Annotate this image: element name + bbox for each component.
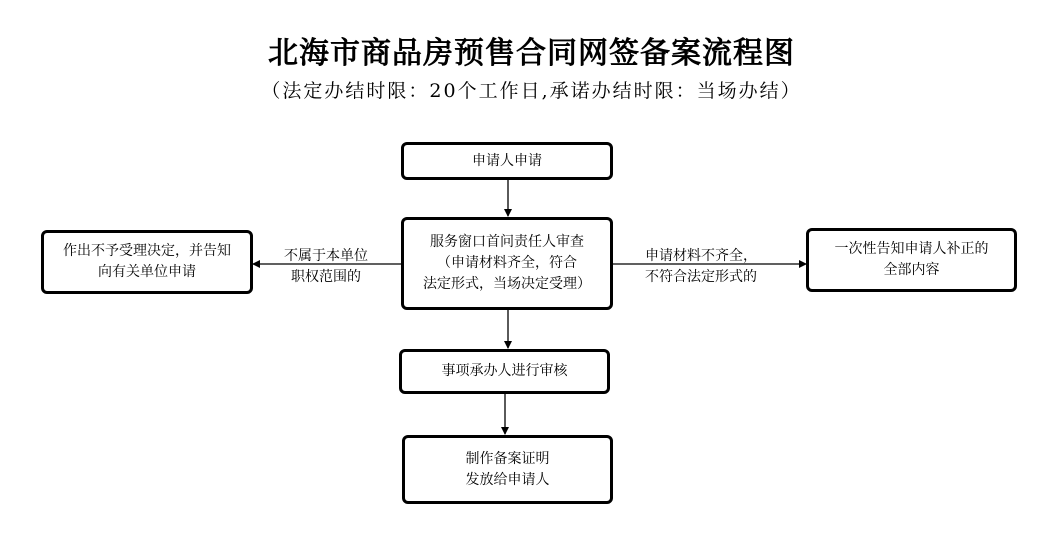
edge-label-incomplete-line-1: 申请材料不齐全， (645, 248, 757, 264)
node-supplement-line-2: 全部内容 (883, 262, 940, 278)
node-supplement (806, 228, 1017, 292)
node-apply-line-1: 申请人申请 (472, 152, 542, 169)
node-certificate-line-2: 发放给申请人 (465, 471, 550, 488)
node-certificate (402, 435, 613, 504)
page-subtitle: （法定办结时限：20个工作日,承诺办结时限：当场办结） (261, 80, 802, 102)
node-reject (41, 230, 253, 294)
node-review-line-2: （申请材料齐全，符合 (437, 255, 577, 271)
node-review (401, 217, 613, 310)
node-certificate-line-1: 制作备案证明 (465, 450, 550, 467)
node-reject-line-2: 向有关单位申请 (98, 264, 196, 280)
node-process-line-1: 事项承办人进行审核 (441, 363, 568, 379)
node-review-line-3: 法定形式，当场决定受理） (423, 276, 591, 292)
edge-label-not-in-scope-line-2: 职权范围的 (291, 269, 361, 285)
node-reject-line-1: 作出不予受理决定，并告知 (63, 243, 231, 259)
edge-label-incomplete-line-2: 不符合法定形式的 (645, 269, 757, 285)
page-title: 北海市商品房预售合同网签备案流程图 (268, 36, 795, 71)
edge-label-incomplete (626, 246, 776, 288)
node-review-line-1: 服务窗口首问责任人审查 (430, 234, 584, 250)
edge-label-not-in-scope (262, 246, 390, 288)
node-apply (401, 142, 613, 180)
node-process (399, 349, 610, 394)
edge-label-not-in-scope-line-1: 不属于本单位 (284, 248, 368, 264)
node-supplement-line-1: 一次性告知申请人补正的 (834, 241, 989, 257)
